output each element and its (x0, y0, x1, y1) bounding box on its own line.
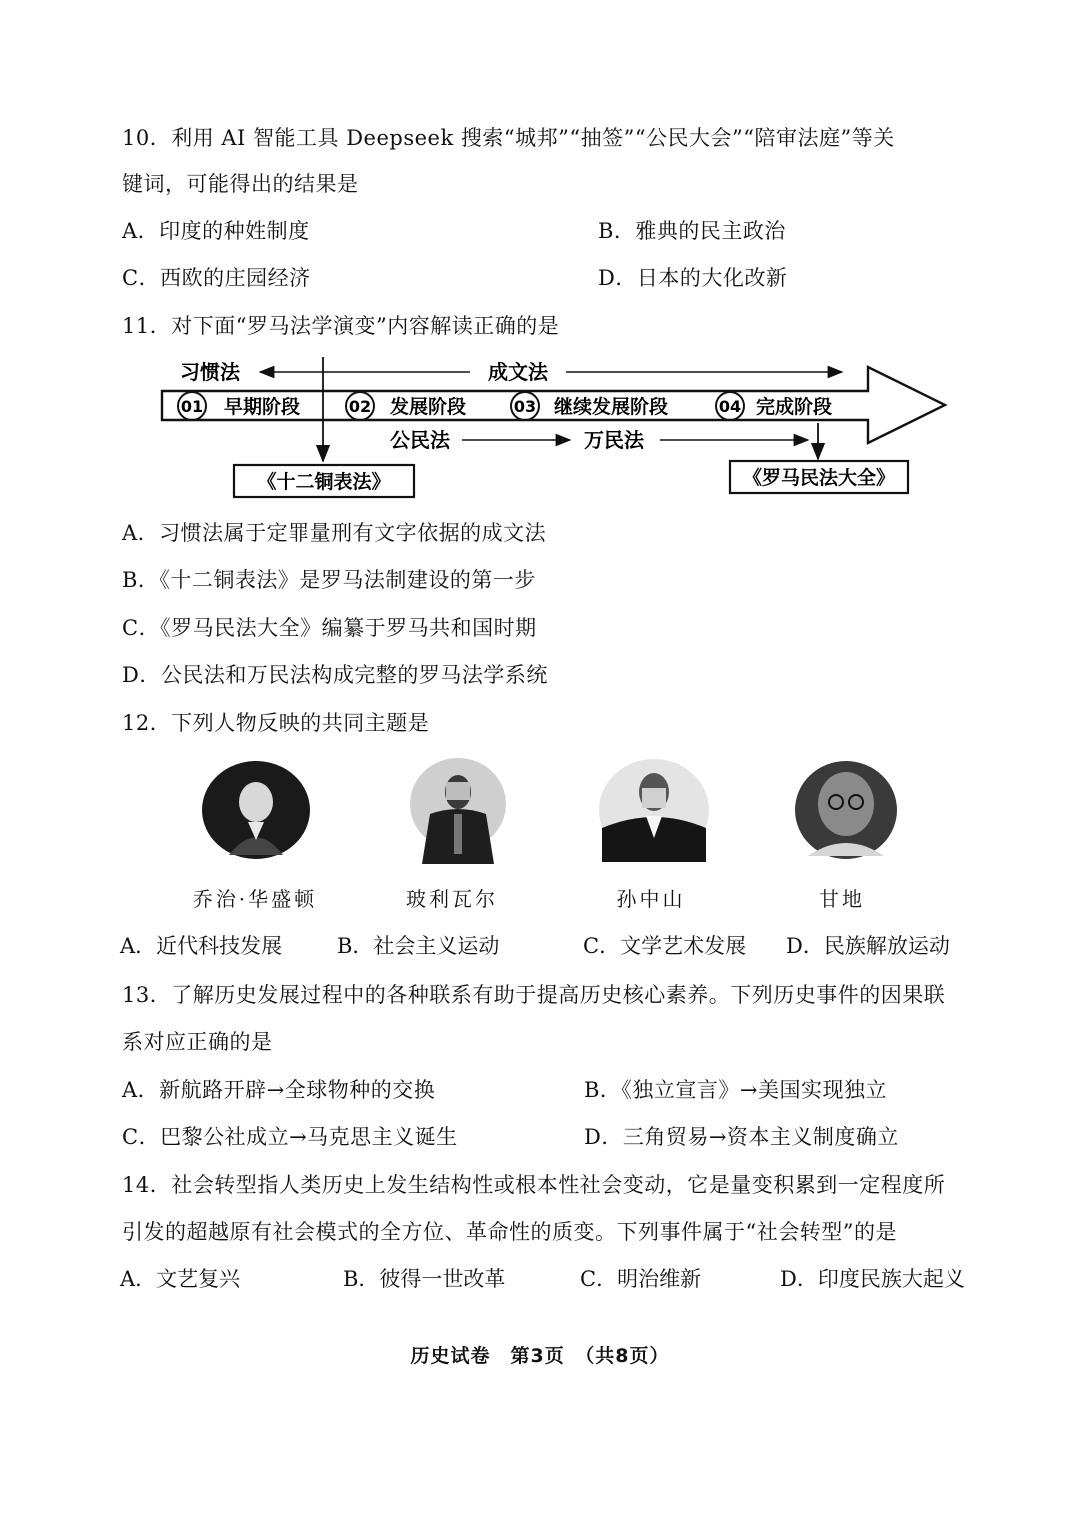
bolivar-caption: 玻利瓦尔 (406, 887, 498, 911)
washington-caption: 乔治·华盛顿 (192, 887, 318, 911)
q11-option-a: A．习惯法属于定罪量刑有文字依据的成文法 (122, 521, 547, 545)
bolivar-portrait (408, 756, 508, 866)
q14-stem-line1: 14．社会转型指人类历史上发生结构性或根本性社会变动，它是量变积累到一定程度所 (122, 1173, 946, 1197)
stage-2-num: 02 (348, 397, 372, 416)
q10-option-a: A．印度的种姓制度 (122, 219, 310, 243)
q12-stem: 12．下列人物反映的共同主题是 (122, 711, 430, 735)
q11-option-b: B．《十二铜表法》是罗马法制建设的第一步 (122, 568, 536, 592)
q11-stem: 11．对下面“罗马法学演变”内容解读正确的是 (122, 314, 560, 338)
q12-option-b: B．社会主义运动 (337, 934, 500, 958)
law-of-nations-label: 万民法 (584, 428, 644, 452)
page-footer: 历史试卷 第3页 （共8页） (410, 1345, 670, 1367)
q12-option-d: D．民族解放运动 (786, 934, 950, 958)
q13-stem-line2: 系对应正确的是 (122, 1030, 273, 1054)
q10-option-b: B．雅典的民主政治 (598, 219, 786, 243)
sun-yat-sen-portrait (598, 758, 710, 862)
q13-option-d: D．三角贸易→资本主义制度确立 (584, 1125, 899, 1149)
written-law-label: 成文法 (488, 360, 548, 384)
stage-1-num: 01 (180, 397, 204, 416)
q10-option-d: D．日本的大化改新 (598, 266, 788, 290)
stage-4-num: 04 (718, 397, 742, 416)
q14-option-a: A．文艺复兴 (120, 1267, 241, 1291)
q10-stem-line2: 键词，可能得出的结果是 (122, 172, 359, 196)
stage-4-label: 完成阶段 (756, 396, 833, 418)
q10-stem-line1: 10．利用 AI 智能工具 Deepseek 搜索“城邦”“抽签”“公民大会”“陪审法庭”等关 (122, 126, 895, 150)
q12-option-a: A．近代科技发展 (120, 934, 283, 958)
q10-option-c: C．西欧的庄园经济 (122, 266, 311, 290)
twelve-tables-box: 《十二铜表法》 (257, 471, 391, 493)
customary-law-label: 习惯法 (180, 360, 240, 384)
sun-yat-sen-caption: 孙中山 (616, 887, 686, 911)
gandhi-caption: 甘地 (819, 887, 865, 911)
corpus-juris-box: 《罗马民法大全》 (742, 467, 896, 489)
q11-option-c: C．《罗马民法大全》编纂于罗马共和国时期 (122, 616, 537, 640)
q13-stem-line1: 13．了解历史发展过程中的各种联系有助于提高历史核心素养。下列历史事件的因果联 (122, 983, 946, 1007)
washington-portrait (201, 760, 311, 860)
q11-option-d: D．公民法和万民法构成完整的罗马法学系统 (122, 663, 548, 687)
q14-option-b: B．彼得一世改革 (343, 1267, 506, 1291)
q13-option-b: B．《独立宣言》→美国实现独立 (584, 1078, 888, 1102)
stage-2-label: 发展阶段 (390, 396, 467, 418)
q14-stem-line2: 引发的超越原有社会模式的全方位、革命性的质变。下列事件属于“社会转型”的是 (122, 1220, 897, 1244)
gandhi-portrait (794, 760, 898, 860)
stage-3-num: 03 (513, 397, 537, 416)
q14-option-d: D．印度民族大起义 (780, 1267, 965, 1291)
q13-option-a: A．新航路开辟→全球物种的交换 (122, 1078, 436, 1102)
civil-law-label: 公民法 (390, 428, 450, 452)
q14-option-c: C．明治维新 (580, 1267, 702, 1291)
q13-option-c: C．巴黎公社成立→马克思主义诞生 (122, 1125, 458, 1149)
roman-law-diagram (150, 355, 960, 500)
stage-1-label: 早期阶段 (224, 396, 301, 418)
stage-3-label: 继续发展阶段 (554, 396, 669, 418)
q12-option-c: C．文学艺术发展 (583, 934, 747, 958)
